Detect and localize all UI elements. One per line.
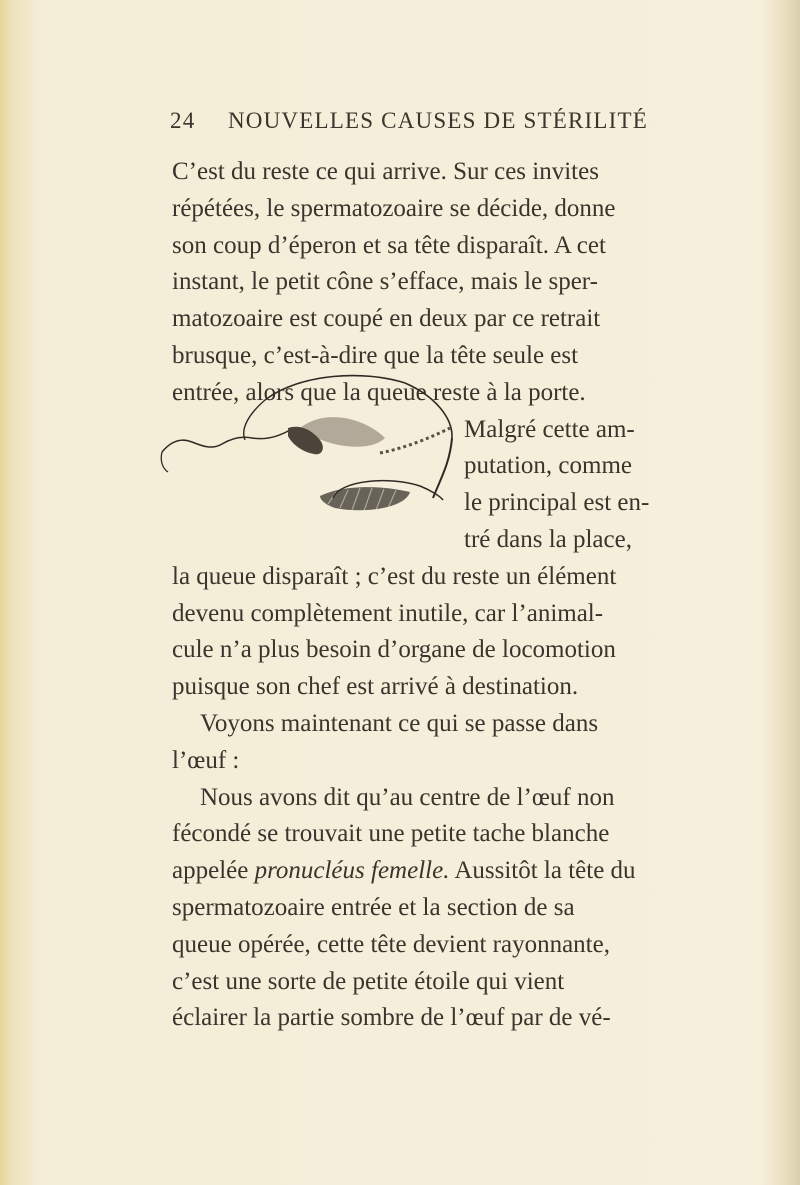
text-line: matozoaire est coupé en deux par ce retrait (172, 305, 601, 333)
text-line: tré dans la place, (464, 525, 632, 553)
text-line: instant, le petit cône s’efface, mais le sper- (172, 268, 598, 296)
text-line: brusque, c’est-à-dire que la tête seule est (172, 341, 579, 369)
text-line: spermatozoaire entrée et la section de sa (172, 893, 575, 921)
spermatozoon-entering-egg-illustration (150, 368, 468, 524)
text-line: Malgré cette am- (464, 415, 635, 443)
body-text (172, 154, 712, 1037)
page-number: 24 (170, 108, 196, 133)
text-line: puisque son chef est arrivé à destination. (172, 673, 579, 701)
text-line: répétées, le spermatozoaire se décide, donne (172, 194, 616, 222)
text-line: Voyons maintenant ce qui se passe dans (200, 709, 599, 737)
text-line: c’est une sorte de petite étoile qui vient (172, 967, 565, 995)
text-line: putation, comme (464, 452, 633, 480)
text-line: C’est du reste ce qui arrive. Sur ces invites (172, 158, 599, 185)
text-line: éclairer la partie sombre de l’œuf par de vé- (172, 1004, 611, 1032)
text-line (172, 853, 712, 890)
text-line: le principal est en- (464, 489, 650, 517)
running-title: NOUVELLES CAUSES DE STÉRILITÉ (228, 108, 649, 133)
text-span: appelée (172, 857, 249, 885)
text-span: Aussitôt la tête du (454, 857, 636, 885)
text-line: entrée, alors que la queue reste à la porte. (172, 378, 586, 406)
text-line: la queue disparaît ; c’est du reste un élément (172, 562, 617, 590)
text-line: l’œuf : (172, 746, 240, 774)
italic-term: pronucléus femelle. (254, 857, 450, 885)
running-header (170, 108, 650, 134)
text-line: cule n’a plus besoin d’organe de locomotion (172, 636, 616, 664)
text-line: devenu complètement inutile, car l’animal- (172, 599, 604, 627)
text-line: son coup d’éperon et sa tête disparaît. A cet (172, 231, 606, 259)
text-line: queue opérée, cette tête devient rayonnante, (172, 930, 610, 958)
text-line: Nous avons dit qu’au centre de l’œuf non (200, 783, 615, 811)
text-line: fécondé se trouvait une petite tache blanche (172, 820, 610, 848)
